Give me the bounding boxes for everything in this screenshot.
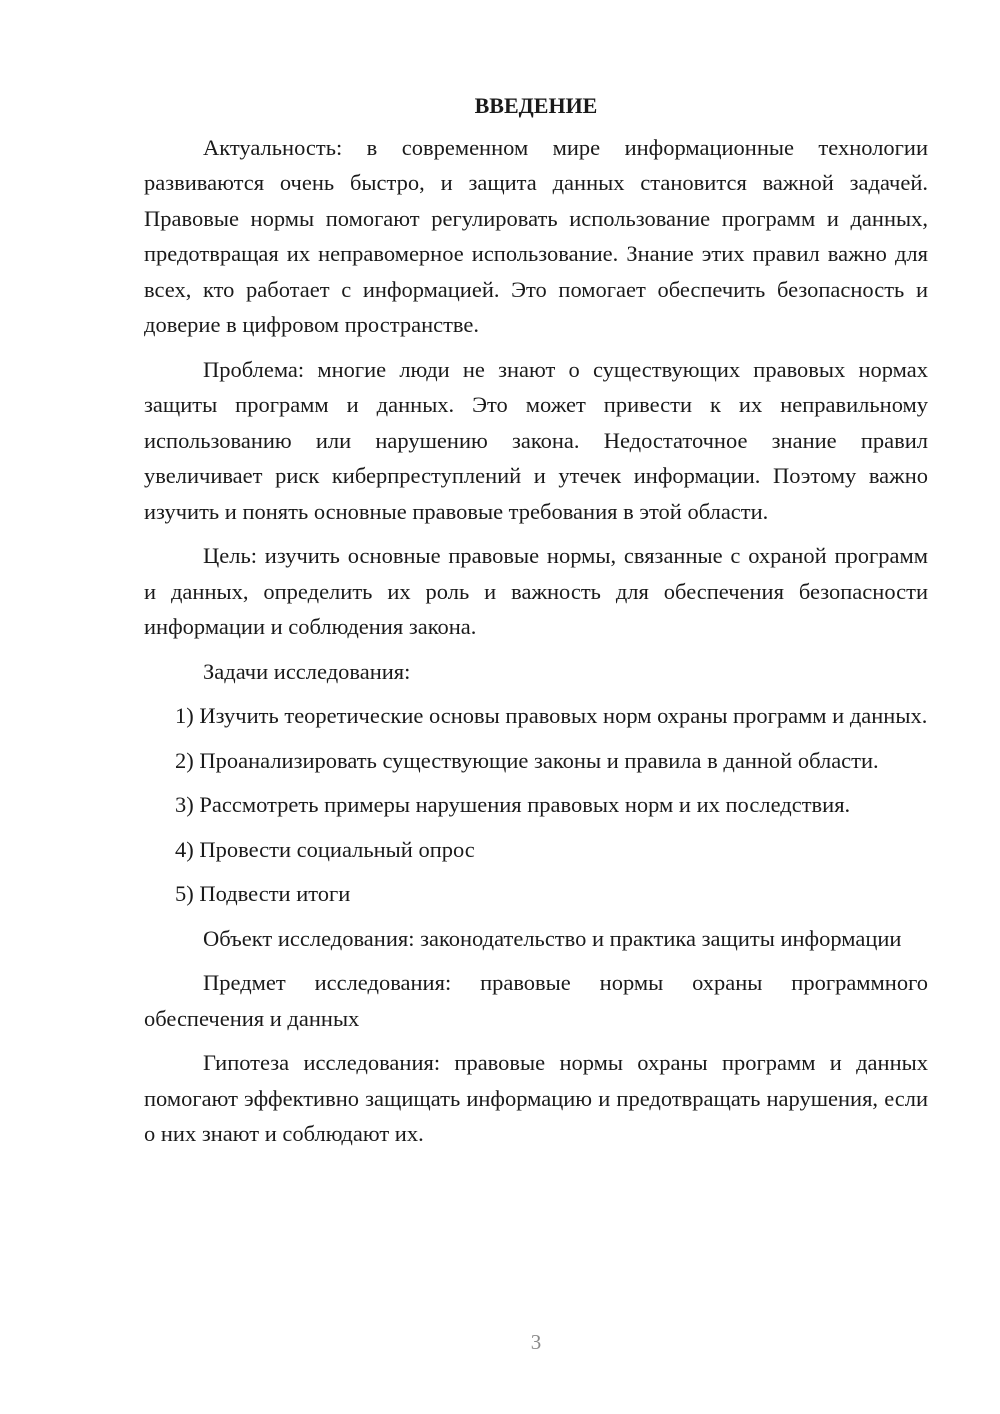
paragraph-goal: Цель: изучить основные правовые нормы, связанные с охраной программ и данных, определить их роль и важность для обеспечения безопасности информации и соблюдения закона. [144, 543, 928, 639]
paragraph-object: Объект исследования: законодательство и практика защиты информации [203, 925, 902, 951]
task-item-5: 5) Подвести итоги [175, 881, 351, 906]
task-item-3: 3) Рассмотреть примеры нарушения правовых норм и их последствия. [175, 792, 851, 817]
task-item-1: 1) Изучить теоретические основы правовых норм охраны программ и данных. [175, 703, 928, 728]
paragraph-relevance: Актуальность: в современном мире информационные технологии развиваются очень быстро, и защита данных становится важной задачей. Правовые нормы помогают регулировать использование программ и данных, предотвращая их неправомерное использование. Знание этих правил важно для всех, кто работает с информацией. Это помогает обеспечить безопасность и доверие в цифровом пространстве. [144, 134, 928, 337]
task-item-2: 2) Проанализировать существующие законы и правила в данной области. [175, 747, 879, 773]
paragraph-hypothesis: Гипотеза исследования: правовые нормы охраны программ и данных помогают эффективно защищать информацию и предотвращать нарушения, если о них знают и соблюдают их. [144, 1050, 928, 1146]
page-number: 3 [530, 1330, 542, 1354]
task-item-4: 4) Провести социальный опрос [175, 836, 475, 862]
paragraph-subject: Предмет исследования: правовые нормы охраны программного обеспечения и данных [144, 970, 928, 1031]
paragraph-problem: Проблема: многие люди не знают о существующих правовых нормах защиты программ и данных. Это может привести к их неправильному использованию или нарушению закона. Недостаточное знание правил увеличивает риск киберпреступлений и утечек информации. Поэтому важно изучить и понять основные правовые требования в этой области. [144, 356, 928, 524]
document-page [144, 88, 928, 1161]
tasks-heading: Задачи исследования: [203, 658, 411, 684]
page-title: ВВЕДЕНИЕ [474, 93, 598, 118]
